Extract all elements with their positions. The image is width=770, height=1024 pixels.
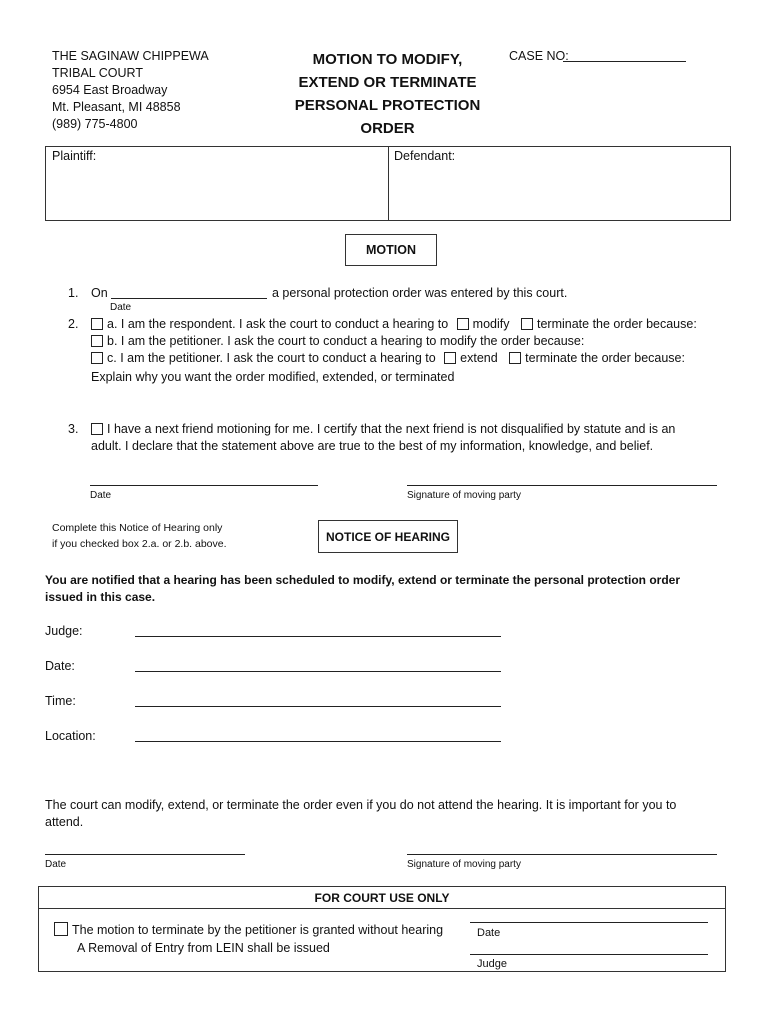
item1-on: On [91,286,108,300]
notice-instruction [52,520,227,552]
form-title-line3: PERSONAL PROTECTION [294,97,481,114]
court-use-line2: A Removal of Entry from LEIN shall be issued [77,941,330,955]
court-address-city: Mt. Pleasant, MI 48858 [52,100,181,114]
form-title [280,48,495,140]
item2b-checkbox[interactable] [91,335,103,347]
item2c-text: c. I am the petitioner. I ask the court to conduct a hearing to [107,351,436,365]
item1-date-field[interactable] [111,298,267,299]
form-title-line2: EXTEND OR TERMINATE [298,74,477,91]
item2a-modify-checkbox[interactable] [457,318,469,330]
court-address-street: 6954 East Broadway [52,83,168,97]
judge-field[interactable] [135,636,501,637]
court-use-row1 [54,922,443,939]
form-title-line1: MOTION TO MODIFY, [312,51,463,68]
item1-text: a personal protection order was entered by this court. [272,286,568,300]
location-label: Location: [45,729,96,743]
item2a-terminate-label: terminate the order because: [536,317,697,331]
hearing-time-field[interactable] [135,706,501,707]
court-use-heading: FOR COURT USE ONLY [314,891,450,905]
court-use-checkbox[interactable] [54,922,68,936]
item2-explain-label: Explain why you want the order modified, extended, or terminated [91,370,455,384]
attend-line1: The court can modify, extend, or terminate the order even if you do not attend the hearing. It is important for you to [45,798,677,812]
motion-signature-field[interactable] [407,485,717,486]
item3-line1 [91,421,675,438]
court-phone: (989) 775-4800 [52,117,138,131]
court-use-date-label: Date [477,927,501,939]
item2c-terminate-checkbox[interactable] [509,352,521,364]
item2a-terminate-checkbox[interactable] [521,318,533,330]
notice-notified-line1: You are notified that a hearing has been scheduled to modify, extend or terminate the personal protection order [45,573,680,587]
motion-signature-label: Signature of moving party [407,490,521,501]
court-info [52,48,209,133]
item2c-extend-checkbox[interactable] [444,352,456,364]
judge-label: Judge: [45,624,83,638]
form-title-line4: ORDER [360,120,415,137]
court-use-judge-label: Judge [477,958,507,970]
defendant-label: Defendant: [394,149,456,163]
item3-number: 3. [68,422,79,436]
defendant-field[interactable] [392,166,727,218]
item2a-text: a. I am the respondent. I ask the court to conduct a hearing to [107,317,449,331]
court-use-divider [38,908,726,909]
item2a-row [91,316,697,333]
court-name-line2: TRIBAL COURT [52,66,143,80]
item2b-row [91,333,584,350]
item2c-checkbox[interactable] [91,352,103,364]
case-no-label: CASE NO: [509,49,569,63]
hearing-location-field[interactable] [135,741,501,742]
item2-explain-field[interactable] [91,388,721,416]
notice-notified-line2: issued in this case. [45,590,156,604]
notice-signature-field[interactable] [407,854,717,855]
motion-date-label: Date [90,490,112,501]
parties-divider [388,146,389,221]
item2c-row [91,350,685,367]
notice-date-field[interactable] [45,854,245,855]
motion-heading: MOTION [366,243,416,257]
plaintiff-field[interactable] [50,166,384,218]
item1-number: 1. [68,286,79,300]
item2a-checkbox[interactable] [91,318,103,330]
item3-checkbox[interactable] [91,423,103,435]
notice-heading-box [318,520,458,553]
notice-heading: NOTICE OF HEARING [325,529,450,544]
notice-signature-label: Signature of moving party [407,859,521,870]
court-name-line1: THE SAGINAW CHIPPEWA [52,49,209,63]
item3-line2: adult. I declare that the statement above are true to the best of my information, knowledge, and belief. [91,439,654,453]
time-label: Time: [45,694,76,708]
court-use-line1: The motion to terminate by the petitioner is granted without hearing [72,923,444,937]
motion-heading-box [345,234,437,266]
hearing-date-field[interactable] [135,671,501,672]
notice-instruction-line1: Complete this Notice of Hearing only [52,522,223,534]
item2a-modify-label: modify [472,317,510,331]
item2c-terminate-label: terminate the order because: [525,351,685,365]
item3-text-line1: I have a next friend motioning for me. I certify that the next friend is not disqualified by statute and is an [107,422,676,436]
court-use-judge-field[interactable] [470,954,708,955]
item2b-text: b. I am the petitioner. I ask the court to conduct a hearing to modify the order because: [107,334,585,348]
item1-date-label: Date [110,302,132,313]
item2c-extend-label: extend [460,351,498,365]
case-no-field[interactable] [563,61,686,62]
item2-number: 2. [68,317,79,331]
notice-date-label: Date [45,859,67,870]
notice-instruction-line2: if you checked box 2.a. or 2.b. above. [52,538,227,550]
motion-date-field[interactable] [90,485,318,486]
plaintiff-label: Plaintiff: [52,149,97,163]
court-use-date-field[interactable] [470,922,708,923]
attend-line2: attend. [45,815,84,829]
date-label: Date: [45,659,75,673]
